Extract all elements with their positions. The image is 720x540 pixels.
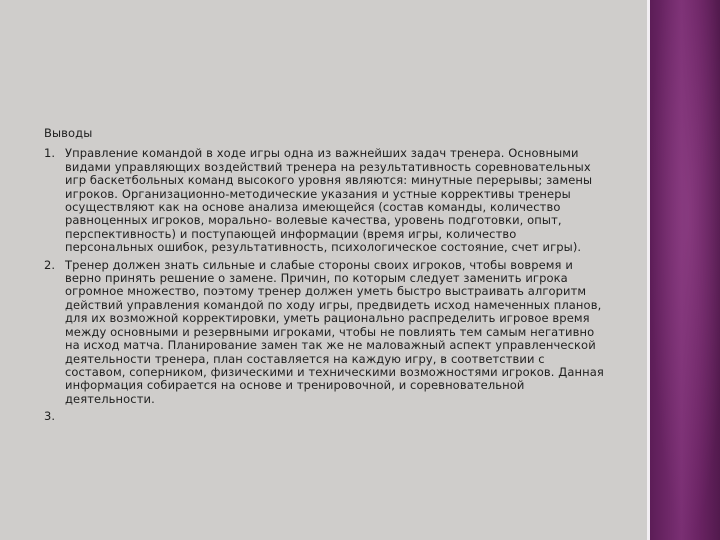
list-item — [44, 259, 604, 406]
slide-content — [44, 126, 604, 424]
list-item — [44, 147, 604, 254]
list-item-text: Тренер должен знать сильные и слабые стороны своих игроков, чтобы вовремя и верно принять решение о замене. Причин, по которым следует заменить игрока огромное множество, поэтому тренер должен уметь быстро выстраивать алгоритм действий управления командой по ходу игры, предвидеть исход намеченных планов, для их возможной корректировки, уметь рационально распределить игровое время между основными и резервными игроками, чтобы не повлиять тем самым негативно на исход матча. Планирование замен так же не маловажный аспект управленческой деятельности тренера, план составляется на каждую игру, в соответствии с составом, соперником, физическими и техническими возможностями игроков. Данная информация собирается на основе и тренировочной, и соревновательной деятельности. — [65, 257, 604, 406]
list-item-text: Управление командой в ходе игры одна из важнейших задач тренера. Основными видами управляющих воздействий тренера на результативность соревновательных игр баскетбольных команд высокого уровня являются: минутные перерывы; замены игроков. Организационно-методические указания и устные коррективы тренеры осуществляют как на основе анализа имеющейся (состав команды, количество равноценных игроков, морально- волевые качества, уровень подготовки, опыт, перспективность) и поступающей информации (время игры, количество персональных ошибок, результативность, психологическое состояние, счет игры). — [65, 146, 593, 255]
list-item-number: 3. — [44, 409, 56, 424]
slide-heading: Выводы — [44, 126, 93, 140]
decorative-side-panel — [650, 0, 720, 540]
conclusions-list — [44, 146, 604, 424]
list-item-number: 1. — [44, 146, 56, 161]
list-item-number: 2. — [44, 257, 56, 272]
